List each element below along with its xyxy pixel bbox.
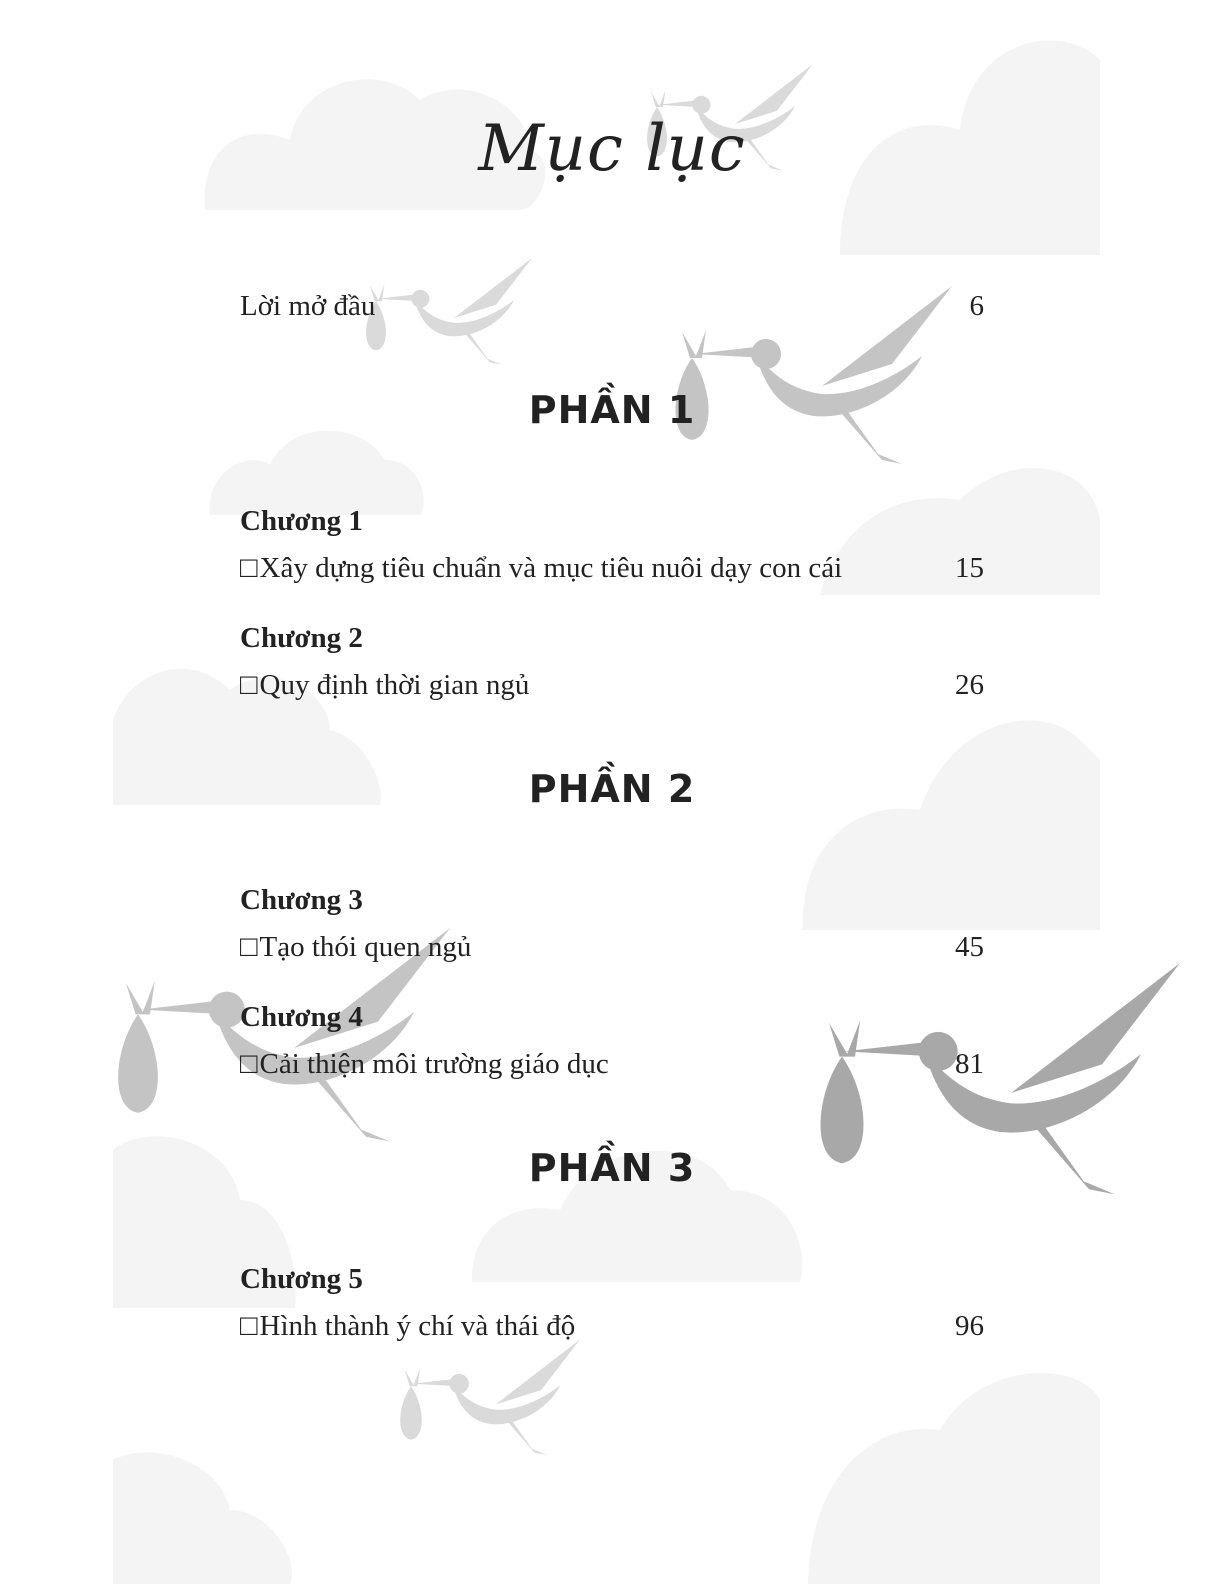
square-bullet-icon: □ xyxy=(240,669,258,701)
chapter-label: Chương 3 xyxy=(240,884,363,916)
toc-entry-chapter-3[interactable] xyxy=(240,931,984,967)
toc-entry-chapter-2[interactable] xyxy=(240,669,984,705)
chapter-label: Chương 1 xyxy=(240,505,363,537)
cloud-layer xyxy=(113,40,1100,1584)
page-number: 96 xyxy=(955,1310,984,1342)
entry-title: Xây dựng tiêu chuẩn và mục tiêu nuôi dạy con cái xyxy=(259,552,843,584)
toc-entry-chapter-5[interactable] xyxy=(240,1310,984,1346)
entry-title: Cải thiện môi trường giáo dục xyxy=(259,1048,609,1080)
square-bullet-icon: □ xyxy=(240,552,258,584)
page-title: Mục lục xyxy=(478,112,746,186)
chapter-label: Chương 2 xyxy=(240,622,363,654)
part-heading-2: PHẦN 2 xyxy=(528,767,696,811)
page-number: 15 xyxy=(955,552,984,584)
page-number: 26 xyxy=(955,669,984,701)
entry-title: Lời mở đầu xyxy=(240,290,376,322)
toc-entry-intro[interactable] xyxy=(240,290,984,326)
entry-title: Hình thành ý chí và thái độ xyxy=(259,1310,576,1342)
page-number: 6 xyxy=(969,290,984,322)
square-bullet-icon: □ xyxy=(240,1048,258,1080)
entry-title: Quy định thời gian ngủ xyxy=(259,669,530,701)
chapter-label: Chương 5 xyxy=(240,1263,363,1295)
square-bullet-icon: □ xyxy=(240,931,258,963)
entry-title: Tạo thói quen ngủ xyxy=(259,931,472,963)
page-number: 45 xyxy=(955,931,984,963)
toc-entry-chapter-4[interactable] xyxy=(240,1048,984,1084)
toc-entry-chapter-1[interactable] xyxy=(240,552,984,588)
chapter-label: Chương 4 xyxy=(240,1001,363,1033)
page-number: 81 xyxy=(955,1048,984,1080)
part-heading-1: PHẦN 1 xyxy=(528,388,696,432)
square-bullet-icon: □ xyxy=(240,1310,258,1342)
part-heading-3: PHẦN 3 xyxy=(528,1146,696,1190)
